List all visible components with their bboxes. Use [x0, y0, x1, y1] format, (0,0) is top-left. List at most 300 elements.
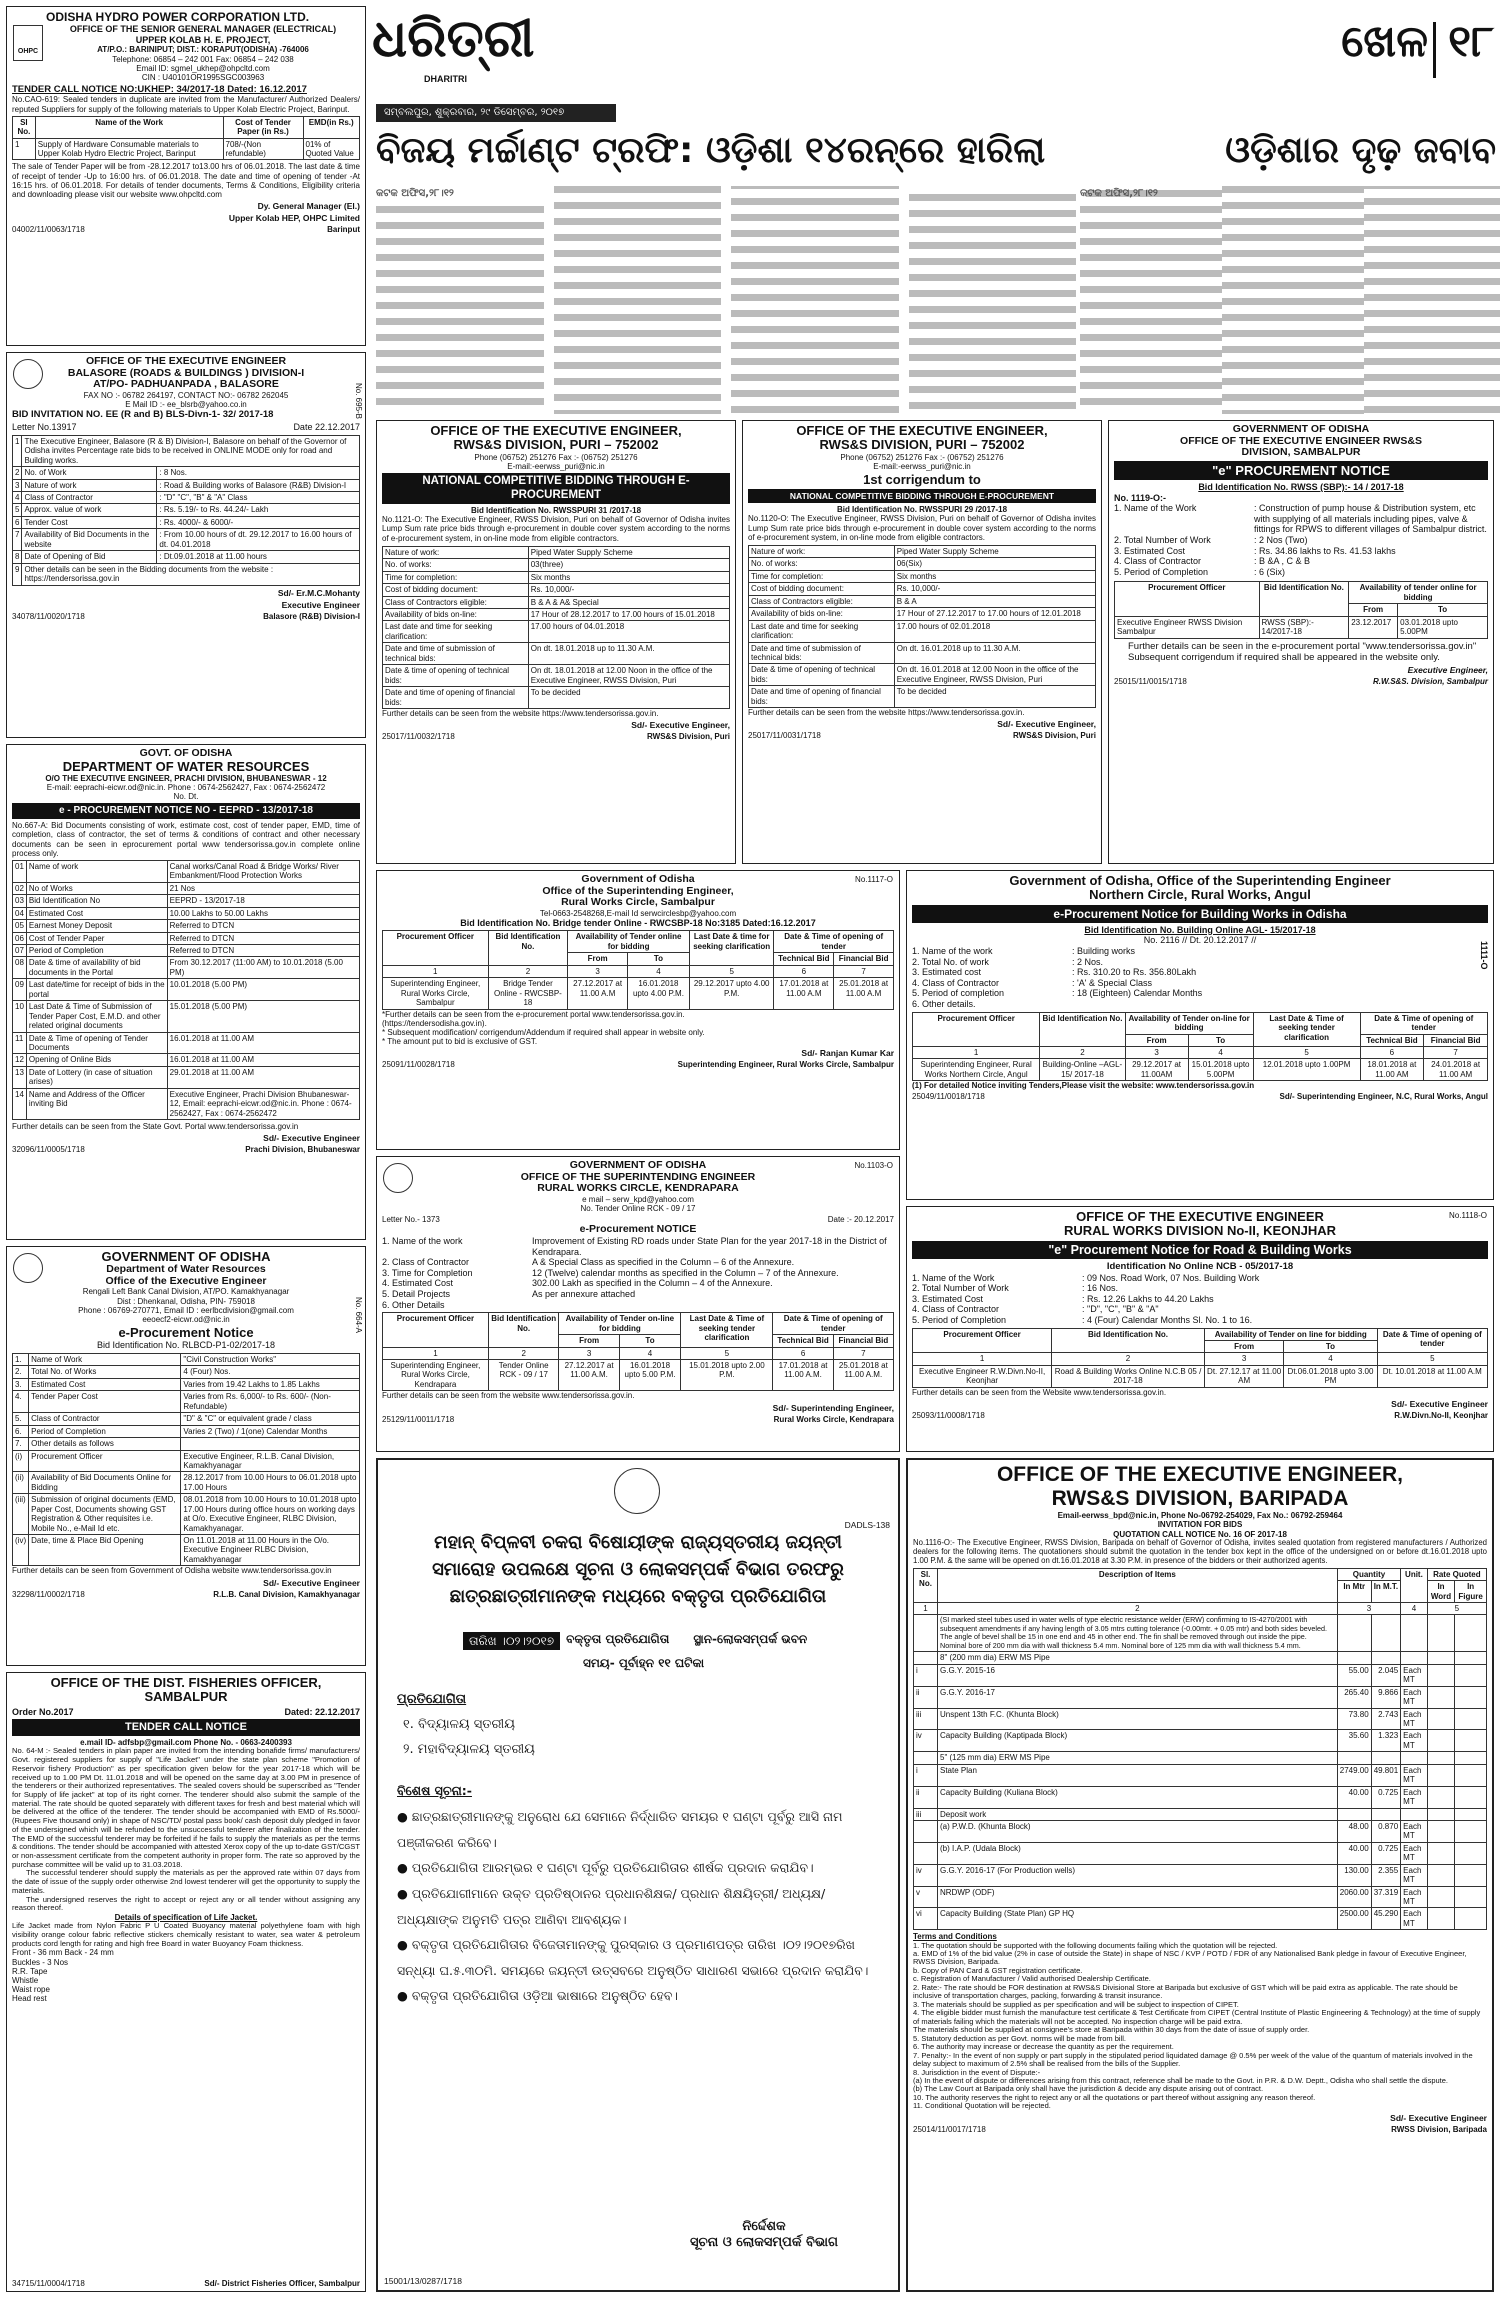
table-row — [913, 1059, 1488, 1081]
td: 5 — [681, 1347, 773, 1359]
rwsamb-n1: *Further details can be seen from the e-procurement portal www.tendersorissa.gov.in. — [382, 1009, 685, 1019]
td: iv — [914, 1730, 938, 1752]
td: Each MT — [1401, 1730, 1428, 1752]
td: Executive Engineer, Prachi Division Bhubaneswar-12, Email: eeprachi-eicwr.od@nic.in. Phone : 0674-2562427, Fax : 0674-2562472 — [167, 1088, 359, 1119]
td: 4 (Four) Nos. — [181, 1366, 360, 1378]
td: Rs. 10,000/- — [528, 584, 729, 596]
table-row — [749, 642, 1096, 664]
td: RWSS (SBP):- 14/2017-18 — [1259, 616, 1349, 638]
td — [1337, 1752, 1371, 1764]
td: 10 — [13, 1001, 27, 1032]
td: 15.01.2018 upto 2.00 P.M. — [681, 1360, 773, 1391]
fish-date: Dated: 22.12.2017 — [284, 1706, 360, 1717]
td: 5. — [13, 1413, 29, 1425]
td: 2.743 — [1371, 1708, 1400, 1730]
td: Executive Engineer, R.L.B. Canal Division, Kamakhyanagar — [181, 1450, 360, 1472]
td — [1337, 1615, 1371, 1652]
td: Availability of bids on-line: — [383, 609, 529, 621]
table-row — [914, 1786, 1487, 1808]
list-item: 7. Penalty:- In the event of non supply or part supply in the stipulated period liquidated damage @ 0.5% per week of the value of the quantum of materials involved in the delay subject to maximum of 2.5% shall be realised from the bills of the Supplier. — [913, 2050, 1473, 2069]
puri1-s2: RWS&S Division, Puri — [647, 732, 730, 742]
td: 5 — [1427, 1603, 1486, 1615]
kendra-date: Date :- 20.12.2017 — [827, 1215, 894, 1225]
table-row — [749, 546, 1096, 558]
th: Unit. — [1401, 1568, 1428, 1602]
td: Date and time of submission of technical bids: — [383, 643, 529, 665]
table-row — [13, 504, 360, 516]
angul-bid: Bid Identification No. Building Online AGL- 15/2017-18 — [1084, 924, 1316, 935]
detail-row — [382, 1257, 894, 1268]
table-row — [914, 1764, 1487, 1786]
ohpc-sign1: Dy. General Manager (El.) — [257, 201, 360, 212]
kendra-letter: Letter No.- 1373 — [382, 1215, 440, 1225]
balasore-fax: FAX NO :- 06782 264197, CONTACT NO:- 06782 262045 — [83, 390, 289, 400]
keon-foot: Further details can be seen from the Website www.tendersorissa.gov.in. — [912, 1387, 1167, 1397]
table-row — [13, 1054, 360, 1066]
samb-ref-row — [1114, 677, 1488, 686]
angul-notice — [906, 870, 1494, 1200]
samb-bid: Bid Identification No. RWSS (SBP):- 14 / 2017-18 — [1198, 481, 1404, 492]
ohpc-table — [12, 116, 360, 161]
td: Varies from 19.42 Lakhs to 1.85 Lakhs — [181, 1378, 360, 1390]
odisha-emblem-icon — [614, 1468, 660, 1514]
page-number: ୧୮ — [1448, 16, 1494, 67]
td: 0.870 — [1371, 1820, 1400, 1842]
detail-label: 6. Other details. — [912, 999, 976, 1010]
th: Technical Bid — [774, 953, 834, 965]
td: 08 — [13, 957, 27, 979]
table-row — [13, 1425, 360, 1437]
td: 16.01.2018 at 11.00 AM — [167, 1032, 359, 1054]
kendra-t2: OFFICE OF THE SUPERINTENDING ENGINEER — [520, 1170, 756, 1183]
td: 10.01.2018 (5.00 PM) — [167, 979, 359, 1001]
td: Capacity Building (Kaptipada Block) — [938, 1730, 1338, 1752]
balasore-date: Date 22.12.2017 — [293, 422, 360, 433]
td: Referred to DTCN — [167, 932, 359, 944]
td: i — [914, 1664, 938, 1686]
rlbc-t2: Department of Water Resources — [106, 1263, 266, 1276]
dadls-code: DADLS-138 — [844, 1520, 890, 1530]
dadls-b3-text: ପ୍ରତିଯୋଗୀମାନେ ଉକ୍ତ ପ୍ରତିଷ୍ଠାନର ପ୍ରଧାନଶିକ୍ଷକ/ ପ୍ରଧାନ ଶିକ୍ଷୟିତ୍ରୀ/ ଅଧ୍ୟକ୍ଷ/ ଅଧ୍ୟକ୍ଷାଙ୍କ ଅନୁମତି ପତ୍ର ଆଣିବା ଆବଶ୍ୟକ। — [397, 1885, 826, 1927]
puri2-ref: 25017/11/0031/1718 — [748, 731, 821, 741]
dadls-b5: ● ବକ୍ତୃତା ପ୍ରତିଯୋଗିତା ଓଡ଼ିଆ ଭାଷାରେ ଅନୁଷ୍ଠିତ ହେବ। — [397, 1988, 678, 2004]
th: Bid Identification No. — [1259, 582, 1349, 616]
td: Date of Lottery (in case of situation arises) — [26, 1066, 167, 1088]
table-row — [13, 492, 360, 504]
balasore-s3: Balasore (R&B) Division-I — [263, 611, 360, 621]
th: To — [619, 1335, 681, 1347]
dadls-l1: ମହାନ୍ ବିପ୍ଳବୀ ଚକରା ବିଷୋୟୀଙ୍କ ରାଜ୍ୟସ୍ତରୀୟ ଜୟନ୍ତୀ — [434, 1532, 842, 1553]
detail-label: 4. Class of Contractor — [1114, 556, 1202, 567]
td: 17.01.2018 at 11.00 A.M. — [773, 1360, 833, 1391]
table-row — [13, 516, 360, 528]
table-row — [13, 895, 360, 907]
td — [1427, 1708, 1455, 1730]
detail-label: 2. Total No. of work — [912, 956, 989, 967]
td: Road & Building Works Online N.C.B 05 / 2017-18 — [1052, 1365, 1205, 1387]
detail-row — [912, 967, 1488, 978]
td: Each MT — [1401, 1786, 1428, 1808]
balasore-t2: BALASORE (ROADS & BUILDINGS ) DIVISION-I — [67, 366, 305, 379]
td: 1 — [913, 1046, 1040, 1058]
td: 2 — [938, 1603, 1338, 1615]
td: : Rs. 5.19/- to Rs. 44.24/- Lakh — [157, 504, 360, 516]
detail-row — [912, 999, 1488, 1010]
td: Date of Opening of Bid — [22, 551, 157, 563]
th: Availability of Tender on-line for bidding — [559, 1313, 681, 1335]
table-row — [13, 907, 360, 919]
td: From 30.12.2017 (11:00 AM) to 10.01.2018 (5.00 PM) — [167, 957, 359, 979]
td: 01 — [13, 860, 27, 882]
td: Referred to DTCN — [167, 945, 359, 957]
td: 01% of Quoted Value — [303, 138, 360, 160]
puri2-t2: RWS&S DIVISION, PURI – 752002 — [819, 437, 1025, 453]
table-row — [13, 1032, 360, 1054]
td: 06(Six) — [894, 558, 1095, 570]
td: 708/-(Non refundable) — [223, 138, 303, 160]
headline-left: ବିଜୟ ମର୍ଚ୍ଚାଣ୍ଟ ଟ୍ରଫି: ଓଡ଼ିଶା ୧୪ରନ୍‌ରେ ହାରିଲା — [376, 130, 1046, 171]
td: 48.00 — [1337, 1820, 1371, 1842]
puri1-bid: Bid Identification No. RWSSPURI 31 /2017-18 — [470, 506, 642, 516]
table-row — [749, 570, 1096, 582]
detail-value: : "D", "C", "B" & "A" — [1082, 1304, 1159, 1315]
table-row — [13, 1535, 360, 1566]
dadls-s1: ନିର୍ଦ୍ଦେଶକ — [742, 2219, 786, 2235]
ohpc-cin: CIN : U40101OR1995SGC003963 — [141, 72, 265, 82]
list-item: (a) In the event of dispute or differences arising from this contract, reference shall be made to the Govt. in P.R. & D.W. Deptt., Odisha who shall settle the dispute. — [913, 2076, 1448, 2086]
td: 07 — [13, 945, 27, 957]
td: 1. — [13, 1354, 29, 1366]
td — [1455, 1842, 1487, 1864]
detail-row — [382, 1236, 894, 1257]
td: G.G.Y. 2016-17 — [938, 1686, 1338, 1708]
keon-bid: Identification No Online NCB - 05/2017-18 — [1106, 1261, 1294, 1273]
td: Opening of Online Bids — [26, 1054, 167, 1066]
prachi-notice — [6, 744, 366, 1240]
td: Capacity Building (State Plan) GP HQ — [938, 1908, 1338, 1930]
td: 04 — [13, 907, 27, 919]
td — [1427, 1752, 1455, 1764]
td: Piped Water Supply Scheme — [894, 546, 1095, 558]
th: To — [1284, 1341, 1377, 1353]
th: Date & Time of opening of tender — [774, 931, 894, 953]
detail-row — [912, 978, 1488, 989]
table-row — [13, 1472, 360, 1494]
th: Sl No. — [13, 116, 36, 138]
td: Name of Work — [29, 1354, 181, 1366]
rlbc-t4: Rengali Left Bank Canal Division, AT/PO. Kamakhyanagar — [82, 1287, 290, 1297]
td: 55.00 — [1337, 1664, 1371, 1686]
samb-details — [1114, 503, 1488, 577]
table-row — [914, 1752, 1487, 1764]
td: Period of Completion — [29, 1425, 181, 1437]
td — [1455, 1886, 1487, 1908]
prachi-bar: e - PROCUREMENT NOTICE NO - EEPRD - 13/2017-18 — [12, 803, 360, 819]
prachi-t4: E-mail: eeprachi-eicwr.od@nic.in. Phone : 0674-2562427, Fax : 0674-2562472 — [46, 783, 326, 793]
td: 4 — [1284, 1353, 1377, 1365]
angul-side-code: 1111-O — [1479, 941, 1489, 970]
td: 4 — [619, 1347, 681, 1359]
detail-row — [912, 946, 1488, 957]
detail-value: : Rs. 12.26 Lakhs to 44.20 Lakhs — [1082, 1293, 1214, 1304]
table-row — [914, 1886, 1487, 1908]
detail-label: 2. Total Number of Work — [1114, 535, 1211, 546]
td: 6 — [1360, 1046, 1424, 1058]
samb-p2: Subsequent corrigendum if required shall be appeared in the website only. — [1128, 651, 1440, 663]
detail-row — [912, 988, 1488, 999]
td: Cost of bidding document: — [383, 584, 529, 596]
fish-bar: TENDER CALL NOTICE — [12, 1719, 360, 1736]
list-item: Waist rope — [12, 1985, 50, 1995]
prachi-s1: Sd/- Executive Engineer — [263, 1133, 360, 1144]
td: Nature of work — [22, 479, 157, 491]
td: 15.01.2018 upto 5.00PM — [1188, 1059, 1253, 1081]
rwsamb-no: No.1117-O — [855, 875, 893, 884]
list-item: a. EMD of 1% of the bid value (2% in case of outside the State) in shape of NSC / KVP / POTD / FDR of any Nationalised Bank pledge in favour of Executive Engineer, RWSS Division, Baripada. — [913, 1948, 1467, 1967]
dadls-c1: ୧. ବିଦ୍ୟାଳୟ ସ୍ତରୀୟ — [403, 1717, 515, 1732]
kendra-table — [382, 1312, 894, 1391]
rlbc-s2: R.L.B. Canal Division, Kamakhyanagar — [213, 1589, 360, 1599]
sambalpur-rwss-notice — [1108, 420, 1494, 864]
barip-terms-list — [913, 1942, 1487, 2111]
th: Financial Bid — [1424, 1034, 1488, 1046]
td: 09 — [13, 979, 27, 1001]
fisheries-notice — [6, 1672, 366, 2292]
td: On dt. 18.01.2018 up to 11.30 A.M. — [528, 643, 729, 665]
dadls-spec: ବିଶେଷ ସୂଚନା:- — [397, 1783, 472, 1799]
barip-t1: OFFICE OF THE EXECUTIVE ENGINEER, — [996, 1463, 1404, 1486]
detail-value: : Rs. 310.20 to Rs. 356.80Lakh — [1072, 967, 1197, 978]
list-item: 11. Conditional Quotation will be rejected. — [913, 2101, 1051, 2111]
td: 73.80 — [1337, 1708, 1371, 1730]
td — [1455, 1764, 1487, 1786]
list-item: Buckles - 3 Nos — [12, 1957, 69, 1967]
td: Submission of original documents (EMD, Paper Cost, Documents showing GST Registration & Other requisites i.e. Mobile No., e-Mail Id etc. — [29, 1494, 181, 1535]
td — [1455, 1908, 1487, 1930]
balasore-s1: Sd/- Er.M.C.Mohanty — [277, 587, 360, 598]
table-row — [13, 551, 360, 563]
puri2-body: No.1120-O: The Executive Engineer, RWSS Division, Puri on behalf of Governor of Odisha invites Lump Sum rate price bids through e-procurement in double cover system according to the norms of e-procurement system, in on-line mode from eligible contractors. — [748, 514, 1096, 542]
td: 3 — [1337, 1603, 1400, 1615]
detail-row — [912, 1315, 1488, 1326]
td: Approx. value of work — [22, 504, 157, 516]
th: Availability of Tender on-line for bidding — [1125, 1012, 1253, 1034]
kendra-t3: RURAL WORKS CIRCLE, KENDRAPARA — [537, 1182, 739, 1195]
list-item: b. Copy of PAN Card & GST registration certificate. — [913, 1965, 1083, 1975]
ohpc-unit: UPPER KOLAB H. E. PROJECT, — [135, 34, 271, 45]
td — [1401, 1652, 1428, 1664]
td: v — [914, 1886, 938, 1908]
list-item: 1. The quotation should be supported with the following documents failing which the quotation will be rejected. — [913, 1940, 1278, 1950]
td: Name of work — [26, 860, 167, 882]
td: 17 Hour of 28.12.2017 to 17.00 hours of 15.01.2018 — [528, 609, 729, 621]
dadls-b5-text: ବକ୍ତୃତା ପ୍ରତିଯୋଗିତା ଓଡ଼ିଆ ଭାଷାରେ ଅନୁଷ୍ଠିତ ହେବ। — [411, 1988, 678, 2004]
th: Rate Quoted — [1427, 1568, 1486, 1580]
td: B & A & A& Special — [528, 596, 729, 608]
td: On dt. 16.01.2018 up to 11.30 A.M. — [894, 642, 1095, 664]
ohpc-email: Email ID: sgmel_ukhep@ohpcltd.com — [136, 63, 270, 73]
keon-no: No.1118-O — [1449, 1211, 1487, 1220]
td: 6. — [13, 1425, 29, 1437]
td: On dt. 16.01.2018 at 12.00 Noon in the office of the Executive Engineer, RWSS Division, Puri — [894, 664, 1095, 686]
puri2-foot: Further details can be seen from the website https://www.tendersorissa.gov.in. — [748, 708, 1025, 718]
keonjhar-notice — [906, 1206, 1494, 1452]
ohpc-ref-row — [12, 225, 360, 234]
detail-label: 5. Period of Completion — [912, 1314, 1007, 1325]
th: From — [1204, 1341, 1283, 1353]
dadls-l3: ଛାତ୍ରଛାତ୍ରୀମାନଙ୍କ ମଧ୍ୟରେ ବକ୍ତୃତା ପ୍ରତିଯୋଗିତା — [449, 1586, 827, 1607]
list-item: 3. The materials should be supplied as per specification and will be subject to inspection of CIPET. — [913, 1999, 1239, 2009]
detail-value: Improvement of Existing RD roads under State Plan for the year 2017-18 in the District of Kendrapara. — [532, 1236, 887, 1257]
td: 6 — [773, 1347, 833, 1359]
td: 0.725 — [1371, 1786, 1400, 1808]
balasore-t3: AT/PO- PADHUANPADA , BALASORE — [93, 378, 279, 391]
td — [1427, 1864, 1455, 1886]
td: Bridge Tender Online - RWCSBP-18 — [488, 978, 568, 1009]
table-row — [914, 1908, 1487, 1930]
list-item: c. Registration of Manufacturer / Valid authorised Dealership Certificate. — [913, 1974, 1151, 1984]
th: Date & Time of opening of tender — [773, 1313, 894, 1335]
table-row — [383, 621, 730, 643]
td: 2.045 — [1371, 1664, 1400, 1686]
angul-s1: Sd/- Superintending Engineer, N.C, Rural Works, Angul — [1279, 1092, 1488, 1102]
td — [1427, 1908, 1455, 1930]
td: Building-Online –AGL-15/ 2017-18 — [1040, 1059, 1125, 1081]
detail-row — [912, 1273, 1488, 1284]
detail-label: 1. Name of the work — [382, 1236, 463, 1246]
td: 3 — [559, 1347, 619, 1359]
rlbc-foot: Further details can be seen from Government of Odisha website www.tendersorissa.gov.in — [12, 1566, 332, 1576]
table-row — [13, 1066, 360, 1088]
detail-row — [382, 1278, 894, 1289]
td: 2 — [1040, 1046, 1125, 1058]
td: 23.12.2017 — [1349, 616, 1398, 638]
td — [914, 1820, 938, 1842]
td: Deposit work — [938, 1808, 1338, 1820]
barip-s1: Sd/- Executive Engineer — [1390, 2112, 1487, 2123]
td: 130.00 — [1337, 1864, 1371, 1886]
td: 27.12.2017 at 11.00 A.M. — [559, 1360, 619, 1391]
fish-spec-title: Details of specification of Life Jacket. — [114, 1913, 258, 1923]
balasore-letter-row — [12, 422, 360, 433]
td: 16.01.2018 upto 5.00 P.M. — [619, 1360, 681, 1391]
td: (SI marked steel tubes used in water wells of type electric resistance welder (ERW) confirming to IS-4270/2001 with subsequent amendments if any having length of 3.05 mtrs cutting tolerance (-0.00mtr. + 0.05 mtr) and both sides beveled. The angle of bevel shall be 15 in one end and 45 in other end. The fin shall be removed through out inside the pipe. Nominal bore of 200 mm dia with wall thickness 5.4 mm. Nominal bore of 125 mm dia with wall thickness 5.4 mm. — [938, 1615, 1338, 1652]
td — [1427, 1730, 1455, 1752]
table-row — [13, 1366, 360, 1378]
th: Bid Identification No. — [1052, 1328, 1205, 1353]
detail-value: : Rs. 34.86 lakhs to Rs. 41.53 lakhs — [1254, 545, 1396, 556]
table-row — [914, 1652, 1487, 1664]
kendra-ref-row — [382, 1415, 894, 1424]
td: 12 — [13, 1054, 27, 1066]
td — [914, 1652, 938, 1664]
angul-bar: e-Procurement Notice for Building Works in Odisha — [912, 905, 1488, 923]
dadls-notice — [376, 1458, 900, 2292]
td: 08.01.2018 from 10.00 Hours to 10.01.2018 upto 17.00 Hours during office hours on working days at O/o. Executive Engineer, RLBC Division, Kamakhyanagar. — [181, 1494, 360, 1535]
td — [1455, 1808, 1487, 1820]
ohpc-notice-no: TENDER CALL NOTICE NO:UKHEP: 34/2017-18 Dated: 16.12.2017 — [12, 84, 307, 96]
td: 18.01.2018 at 11.00 AM — [1360, 1059, 1424, 1081]
article-body-right — [1080, 186, 1496, 414]
td: Piped Water Supply Scheme — [528, 546, 729, 558]
th: Procurement Officer — [913, 1328, 1052, 1353]
td: 4 — [1188, 1046, 1253, 1058]
date-line: ସମ୍ବଲପୁର, ଶୁକ୍ରବାର, ୨୯ ଡିସେମ୍ବର, ୨୦୧୭ — [376, 104, 616, 122]
td: 16.01.2018 upto 4.00 P.M. — [628, 978, 690, 1009]
td — [1427, 1842, 1455, 1864]
td: Procurement Officer — [29, 1450, 181, 1472]
td: Class of Contractor — [29, 1413, 181, 1425]
td: Last date and time for seeking clarification: — [749, 620, 895, 642]
keon-table — [912, 1328, 1488, 1388]
rlbc-t7: eeoecf2-eicwr.od@nic.in — [142, 1314, 230, 1324]
th: Name of the Work — [35, 116, 223, 138]
table-row — [13, 1413, 360, 1425]
puri1-body: No.1121-O: The Executive Engineer, RWSS Division, Puri on behalf of Governor of Odisha invites Lump Sum rate price bids through e-procurement in double cover system according to the norms of e-procurement system, in on-line mode from eligible contractors. — [382, 515, 730, 543]
barip-qcn: QUOTATION CALL NOTICE No. 16 OF 2017-18 — [1113, 1529, 1287, 1539]
table-row — [749, 664, 1096, 686]
balasore-email: E Mail ID :- ee_blsrb@yahoo.co.in — [125, 399, 247, 409]
td: No. of Work — [22, 467, 157, 479]
td: Date & time of opening of technical bids: — [383, 665, 529, 687]
detail-value: 302.00 Lakh as specified in the Column – 4 of the Annexure. — [532, 1278, 773, 1289]
td — [1427, 1686, 1455, 1708]
list-item: 5. Statutory deduction as per Govt. norms will be made from bill. — [913, 2033, 1127, 2043]
td — [1427, 1615, 1455, 1652]
td: Class of Contractors eligible: — [383, 596, 529, 608]
odisha-emblem-icon — [383, 1163, 413, 1193]
rlbc-side-code: No. 664-A — [354, 1297, 363, 1334]
barip-ref-row — [913, 2125, 1487, 2134]
puri2-s1: Sd/- Executive Engineer, — [997, 719, 1096, 730]
table-row — [914, 1808, 1487, 1820]
puri1-em: E-mail:-eerwss_puri@nic.in — [507, 461, 605, 471]
kendra-t1: GOVERNMENT OF ODISHA — [569, 1159, 707, 1171]
kendra-s1: Sd/- Superintending Engineer, — [772, 1402, 894, 1413]
td: 25.01.2018 at 11.00 A.M. — [833, 1360, 893, 1391]
detail-label: 5. Detail Projects — [382, 1289, 451, 1300]
td: 1 — [913, 1353, 1052, 1365]
odisha-emblem-icon — [13, 359, 43, 389]
td: 2749.00 — [1337, 1764, 1371, 1786]
detail-label: 3. Time for Completion — [382, 1267, 473, 1278]
newspaper-logo-en: DHARITRI — [424, 74, 467, 84]
table-row — [914, 1820, 1487, 1842]
table-row — [13, 957, 360, 979]
td: 40.00 — [1337, 1786, 1371, 1808]
td: Superintending Engineer, Rural Works Circle, Kendrapara — [383, 1360, 489, 1391]
angul-details — [912, 946, 1488, 1010]
keon-details — [912, 1273, 1488, 1326]
list-item: The materials should be supplied at consignee's store at Baripada within 30 days from the date of issue of supply order. — [913, 2025, 1310, 2035]
table-row — [13, 945, 360, 957]
fish-ref: 34715/11/0004/1718 — [12, 2278, 85, 2288]
detail-label: 5. Period of completion — [912, 988, 1005, 999]
ohpc-sign2: Upper Kolab HEP, OHPC Limited — [228, 213, 360, 224]
samb-p1: Further details can be seen in the e-procurement portal "www.tendersorissa.gov.in" — [1128, 640, 1477, 652]
rw-circle-sambalpur-notice — [376, 870, 900, 1150]
td: 2 — [1052, 1353, 1205, 1365]
table-row — [383, 546, 730, 558]
th: Cost of Tender Paper (in Rs.) — [223, 116, 303, 138]
table-row — [383, 584, 730, 596]
td: Executive Engineer R.W.Divn.No-II, Keonjhar — [913, 1365, 1052, 1387]
td: Each MT — [1401, 1864, 1428, 1886]
td: 21 Nos — [167, 882, 359, 894]
dadls-s2: ସୂଚନା ଓ ଲୋକସମ୍ପର୍କ ବିଭାଗ — [690, 2234, 838, 2250]
table-row — [383, 687, 730, 709]
td — [1371, 1652, 1400, 1664]
